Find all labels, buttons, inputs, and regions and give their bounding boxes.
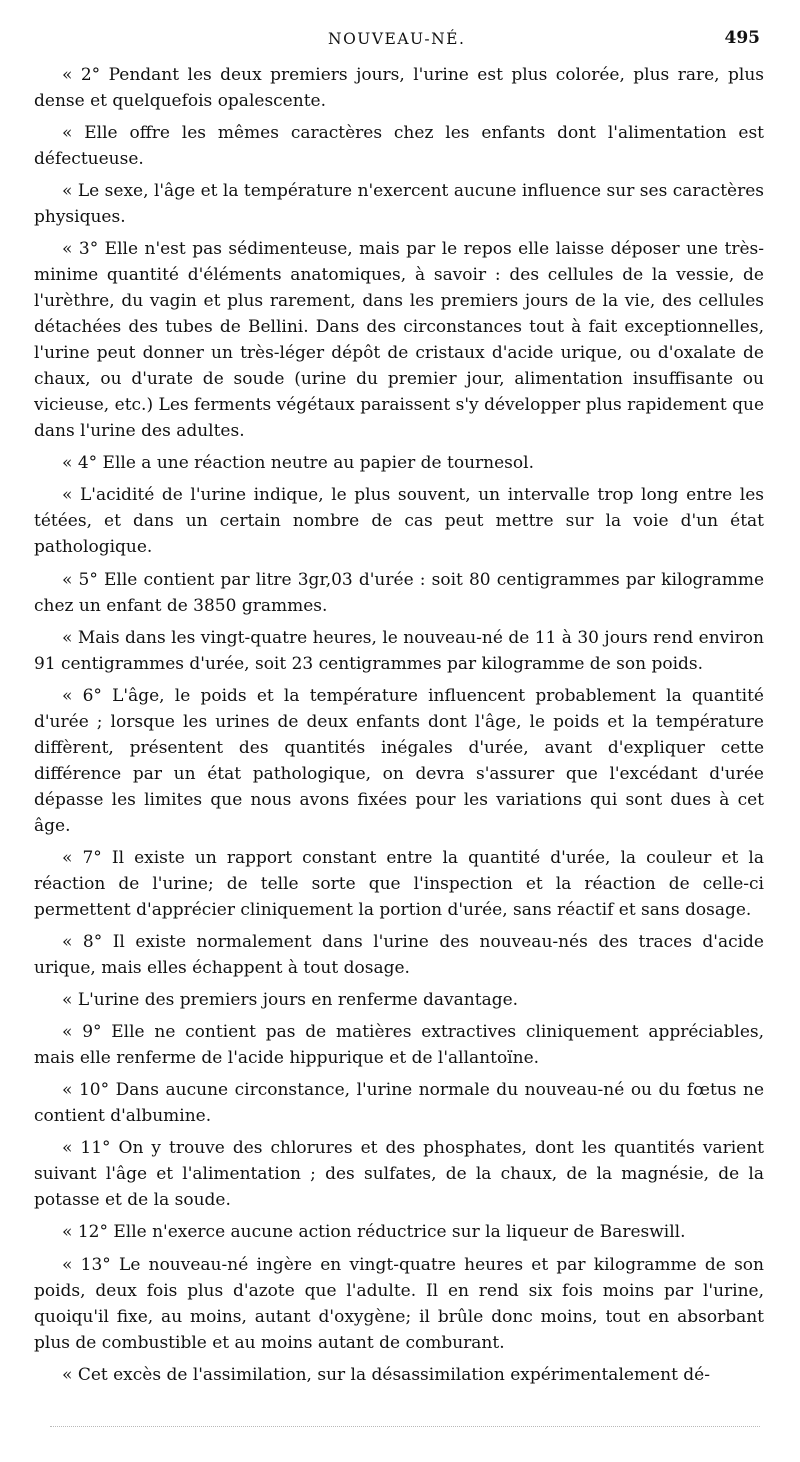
opening-quote: « bbox=[62, 1254, 73, 1275]
footer-dotted-rule bbox=[50, 1426, 760, 1427]
opening-quote: « bbox=[62, 1080, 73, 1101]
opening-quote: « bbox=[62, 1022, 73, 1043]
paragraph-text: Cet excès de l'assimilation, sur la désassimilation expérimentalement dé- bbox=[77, 1364, 710, 1385]
running-head bbox=[0, 26, 800, 50]
paragraph bbox=[34, 1252, 764, 1356]
paragraph-text: Le sexe, l'âge et la température n'exercent aucune influence sur ses caractères physiques. bbox=[34, 181, 764, 228]
opening-quote: « bbox=[62, 685, 73, 706]
paragraph-text: 9° Elle ne contient pas de matières extractives cliniquement appréciables, mais elle renferme de l'acide hippurique et de l'allantoïne. bbox=[34, 1022, 765, 1069]
paragraph bbox=[34, 1219, 764, 1245]
opening-quote: « bbox=[62, 181, 73, 202]
paragraph-text: 10° Dans aucune circonstance, l'urine normale du nouveau-né ou du fœtus ne contient d'albumine. bbox=[34, 1080, 765, 1127]
running-title: NOUVEAU-NÉ. bbox=[328, 30, 466, 48]
paragraph-text: Mais dans les vingt-quatre heures, le nouveau-né de 11 à 30 jours rend environ 91 centigrammes d'urée, soit 23 centigrammes par kilogramme de son poids. bbox=[34, 627, 764, 674]
opening-quote: « bbox=[62, 485, 73, 506]
paragraph-text: 7° Il existe un rapport constant entre la quantité d'urée, la couleur et la réaction de l'urine; de telle sorte que l'inspection et la réaction de celle-ci permettent d'apprécier cliniquement la portion d'urée, sans réactif et sans dosage. bbox=[34, 847, 765, 920]
paragraph bbox=[34, 683, 764, 839]
paragraph bbox=[34, 178, 764, 230]
opening-quote: « bbox=[62, 65, 73, 85]
paragraph-text: L'acidité de l'urine indique, le plus souvent, un intervalle trop long entre les tétées, et dans un certain nombre de cas peut mettre sur la voie d'un état pathologique. bbox=[34, 485, 764, 558]
paragraph-text: 5° Elle contient par litre 3gr,03 d'urée : soit 80 centigrammes par kilogramme chez un enfant de 3850 grammes. bbox=[34, 569, 764, 616]
paragraph-text: 12° Elle n'exerce aucune action réductrice sur la liqueur de Bareswill. bbox=[77, 1222, 686, 1243]
paragraph bbox=[34, 120, 764, 172]
paragraph bbox=[34, 987, 764, 1013]
paragraph bbox=[34, 625, 764, 677]
paragraph bbox=[34, 482, 764, 560]
opening-quote: « bbox=[62, 453, 73, 474]
body-text bbox=[34, 62, 764, 1394]
paragraph bbox=[34, 845, 764, 923]
paragraph bbox=[34, 1019, 764, 1071]
opening-quote: « bbox=[62, 1222, 73, 1243]
paragraph-text: 8° Il existe normalement dans l'urine des nouveau-nés des traces d'acide urique, mais elles échappent à tout dosage. bbox=[34, 931, 764, 978]
paragraph-text: 6° L'âge, le poids et la température influencent probablement la quantité d'urée ; lorsque les urines de deux enfants dont l'âge, le poids et la température diffèrent, présentent des quantités inégales d'urée, avant d'expliquer cette différence par un état pathologique, on devra s'assurer que l'excédant d'urée dépasse les limites que nous avons fixées pour les variations qui sont dues à cet âge. bbox=[34, 685, 764, 836]
paragraph bbox=[34, 62, 764, 114]
opening-quote: « bbox=[62, 239, 73, 260]
opening-quote: « bbox=[62, 123, 73, 144]
paragraph bbox=[34, 929, 764, 981]
paragraph-text: 2° Pendant les deux premiers jours, l'urine est plus colorée, plus rare, plus dense et quelquefois opalescente. bbox=[34, 65, 764, 111]
opening-quote: « bbox=[62, 569, 73, 590]
opening-quote: « bbox=[62, 1364, 73, 1385]
opening-quote: « bbox=[62, 931, 73, 952]
paragraph bbox=[34, 567, 764, 619]
page-number: 495 bbox=[724, 28, 760, 48]
opening-quote: « bbox=[62, 627, 73, 648]
paragraph bbox=[34, 1362, 764, 1388]
paragraph-text: 3° Elle n'est pas sédimenteuse, mais par le repos elle laisse déposer une très-minime quantité d'éléments anatomiques, à savoir : des cellules de la vessie, de l'urèthre, du vagin et plus rarement, dans les premiers jours de la vie, des cellules détachées des tubes de Bellini. Dans des circonstances tout à fait exceptionnelles, l'urine peut donner un très-léger dépôt de cristaux d'acide urique, ou d'oxalate de chaux, ou d'urate de soude (urine du premier jour, alimentation insuffisante ou vicieuse, etc.) Les ferments végétaux paraissent s'y développer plus rapidement que dans l'urine des adultes. bbox=[34, 239, 765, 442]
opening-quote: « bbox=[62, 990, 73, 1011]
paragraph-text: 4° Elle a une réaction neutre au papier de tournesol. bbox=[77, 453, 534, 474]
paragraph bbox=[34, 236, 764, 444]
paragraph-text: L'urine des premiers jours en renferme davantage. bbox=[77, 990, 519, 1011]
paragraph bbox=[34, 1077, 764, 1129]
opening-quote: « bbox=[62, 847, 73, 868]
paragraph bbox=[34, 450, 764, 476]
paragraph-text: 13° Le nouveau-né ingère en vingt-quatre heures et par kilogramme de son poids, deux fois plus d'azote que l'adulte. Il en rend six fois moins par l'urine, quoiqu'il fixe, au moins, autant d'oxygène; il brûle donc moins, tout en absorbant plus de combustible et au moins autant de comburant. bbox=[34, 1254, 764, 1353]
paragraph-text: Elle offre les mêmes caractères chez les enfants dont l'alimentation est défectueuse. bbox=[34, 123, 765, 170]
paragraph-text: 11° On y trouve des chlorures et des phosphates, dont les quantités varient suivant l'âge et l'alimentation ; des sulfates, de la chaux, de la magnésie, de la potasse et de la soude. bbox=[34, 1138, 764, 1211]
paragraph bbox=[34, 1135, 764, 1213]
opening-quote: « bbox=[62, 1138, 73, 1159]
